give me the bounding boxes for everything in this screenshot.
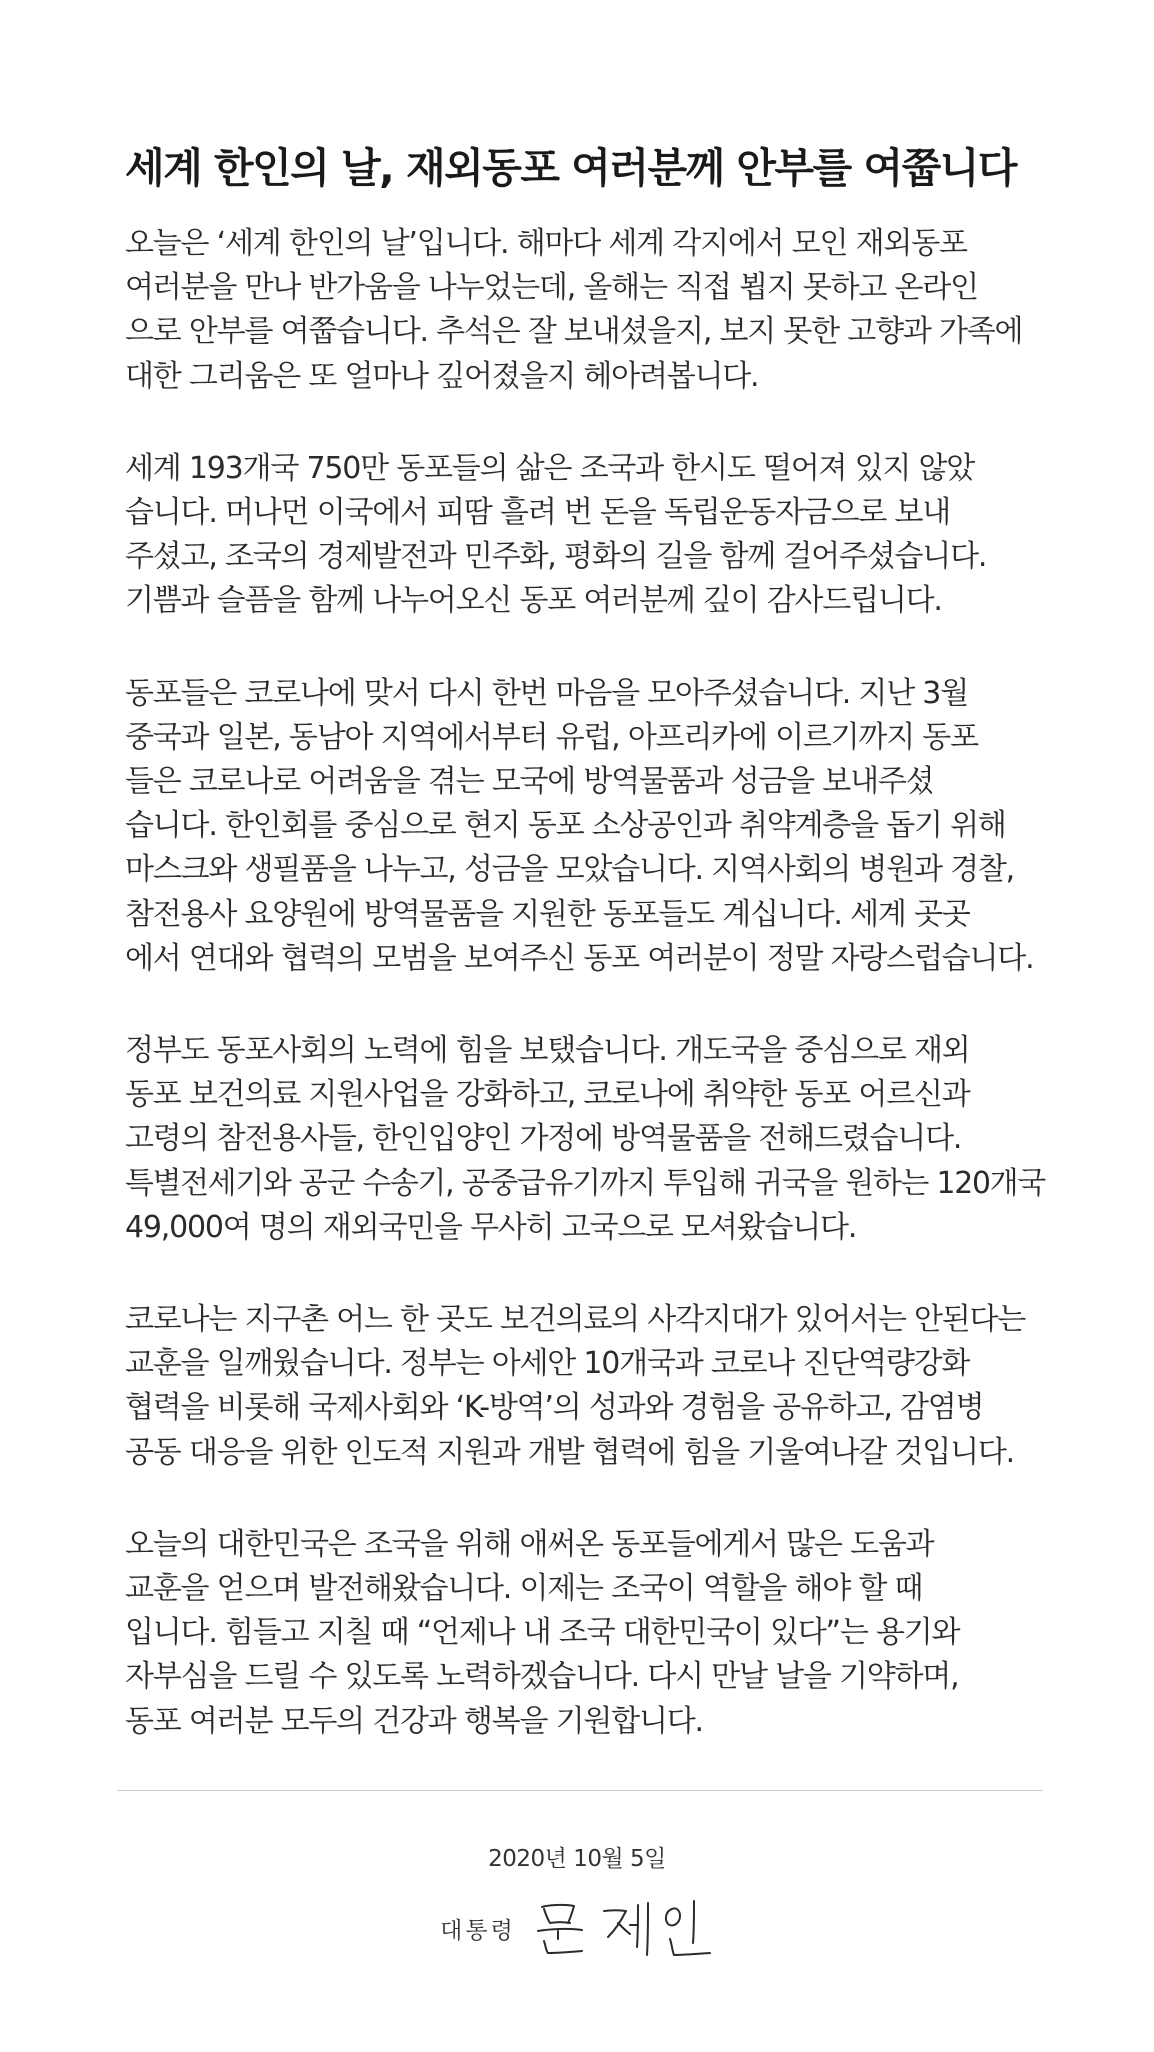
paragraph — [125, 222, 1045, 399]
signature-block — [0, 1888, 1154, 1968]
paragraph — [125, 1523, 1045, 1744]
letter-title: 세계 한인의 날, 재외동포 여러분께 안부를 여쭙니다 — [125, 144, 1016, 192]
letter-date: 2020년 10월 5일 — [488, 1846, 666, 1872]
text-line: 입니다. 힘들고 지칠 때 “언제나 내 조국 대한민국이 있다”는 용기와 — [125, 1615, 960, 1651]
text-line: 참전용사 요양원에 방역물품을 지원한 동포들도 계십니다. 세계 곳곳 — [125, 896, 970, 932]
text-line: 고령의 참전용사들, 한인입양인 가정에 방역물품을 전해드렸습니다. — [125, 1121, 962, 1157]
text-line: 습니다. 한인회를 중심으로 현지 동포 소상공인과 취약계층을 돕기 위해 — [125, 808, 1006, 844]
paragraph — [125, 1298, 1045, 1475]
text-line: 자부심을 드릴 수 있도록 노력하겠습니다. 다시 만날 날을 기약하며, — [125, 1659, 959, 1695]
text-line: 교훈을 일깨웠습니다. 정부는 아세안 10개국과 코로나 진단역량강화 — [125, 1346, 970, 1382]
text-line: 동포 여러분 모두의 건강과 행복을 기원합니다. — [125, 1703, 703, 1739]
divider — [117, 1790, 1043, 1791]
handwritten-signature — [534, 1893, 714, 1963]
text-line: 대한 그리움은 또 얼마나 깊어졌을지 헤아려봅니다. — [125, 358, 759, 394]
paragraph — [125, 1029, 1045, 1250]
text-line: 여러분을 만나 반가움을 나누었는데, 올해는 직접 뵙지 못하고 온라인 — [125, 270, 978, 306]
text-line: 49,000여 명의 재외국민을 무사히 고국으로 모셔왔습니다. — [125, 1209, 857, 1245]
text-line: 마스크와 생필품을 나누고, 성금을 모았습니다. 지역사회의 병원과 경찰, — [125, 852, 1014, 888]
text-line: 동포들은 코로나에 맞서 다시 한번 마음을 모아주셨습니다. 지난 3월 — [125, 675, 968, 711]
text-line: 정부도 동포사회의 노력에 힘을 보탰습니다. 개도국을 중심으로 재외 — [125, 1033, 970, 1069]
text-line: 중국과 일본, 동남아 지역에서부터 유럽, 아프리카에 이르기까지 동포 — [125, 719, 978, 755]
text-line: 교훈을 얻으며 발전해왔습니다. 이제는 조국이 역할을 해야 할 때 — [125, 1571, 923, 1607]
text-line: 공동 대응을 위한 인도적 지원과 개발 협력에 힘을 기울여나갈 것입니다. — [125, 1434, 1014, 1470]
letter-body — [125, 222, 1045, 1792]
text-line: 으로 안부를 여쭙습니다. 추석은 잘 보내셨을지, 보지 못한 고향과 가족에 — [125, 314, 1023, 350]
text-line: 세계 193개국 750만 동포들의 삶은 조국과 한시도 떨어져 있지 않았 — [125, 450, 975, 486]
text-line: 협력을 비롯해 국제사회와 ‘K-방역’의 성과와 경험을 공유하고, 감염병 — [125, 1390, 984, 1426]
text-line: 특별전세기와 공군 수송기, 공중급유기까지 투입해 귀국을 원하는 120개국 — [125, 1165, 1045, 1201]
text-line: 주셨고, 조국의 경제발전과 민주화, 평화의 길을 함께 걸어주셨습니다. — [125, 539, 987, 575]
text-line: 기쁨과 슬픔을 함께 나누어오신 동포 여러분께 깊이 감사드립니다. — [125, 583, 942, 619]
text-line: 들은 코로나로 어려움을 겪는 모국에 방역물품과 성금을 보내주셨 — [125, 764, 934, 800]
paragraph — [125, 672, 1045, 981]
text-line: 오늘은 ‘세계 한인의 날’입니다. 해마다 세계 각지에서 모인 재외동포 — [125, 226, 967, 261]
paragraph — [125, 447, 1045, 624]
text-line: 코로나는 지구촌 어느 한 곳도 보건의료의 사각지대가 있어서는 안된다는 — [125, 1302, 1026, 1338]
text-line: 에서 연대와 협력의 모범을 보여주신 동포 여러분이 정말 자랑스럽습니다. — [125, 940, 1034, 976]
text-line: 습니다. 머나먼 이국에서 피땀 흘려 번 돈을 독립운동자금으로 보내 — [125, 495, 951, 531]
text-line: 오늘의 대한민국은 조국을 위해 애써온 동포들에게서 많은 도움과 — [125, 1526, 934, 1562]
signer-title: 대통령 — [440, 1917, 516, 1944]
text-line: 동포 보건의료 지원사업을 강화하고, 코로나에 취약한 동포 어르신과 — [125, 1077, 970, 1113]
